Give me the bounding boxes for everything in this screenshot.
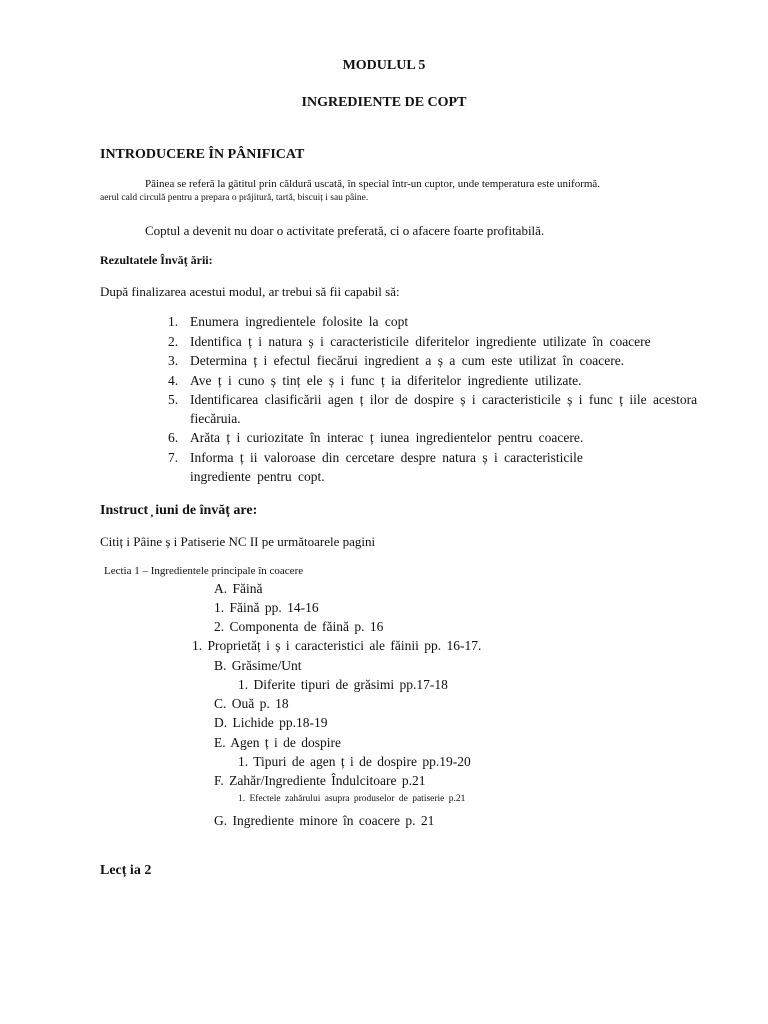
- intro-paragraph-2: Coptul a devenit nu doar o activitate preferată, ci o afacere foarte profitabilă.: [145, 223, 545, 238]
- lesson-item: 1. Diferite tipuri de grăsimi pp.17-18: [238, 677, 448, 692]
- outcome-item: [168, 430, 583, 446]
- intro-heading: INTRODUCERE ÎN PÂNIFICAT: [100, 147, 305, 162]
- lesson-item: 1. Făină pp. 14-16: [214, 600, 319, 615]
- outcome-text-continued: fiecăruia.: [190, 411, 241, 426]
- instructions-heading: Instruct ̦ iuni de învăț are:: [100, 503, 258, 518]
- outcome-text: Arăta ț i curiozitate în interac ț iunea ingredientelor pentru coacere.: [190, 430, 584, 445]
- instructions-read: Citiț i Pâine ș i Patiserie NC II pe următoarele pagini: [100, 534, 376, 549]
- module-number: MODULUL 5: [342, 58, 426, 73]
- intro-paragraph-line-2: aerul cald circulă pentru a prepara o prăjitură, tartă, biscuiț i sau pâine.: [100, 193, 369, 203]
- outcome-text: Informa ț ii valoroase din cercetare despre natura ș i caracteristicile: [190, 450, 583, 465]
- lesson-item: F. Zahăr/Ingrediente Îndulcitoare p.21: [214, 773, 426, 788]
- outcome-number: 3.: [168, 353, 179, 368]
- outcome-text-continued: ingrediente pentru copt.: [190, 469, 325, 484]
- lesson-2-heading: Lecț ia 2: [100, 863, 152, 878]
- outcome-number: 5.: [168, 392, 179, 407]
- outcome-text: Enumera ingredientele folosite la copt: [190, 314, 409, 329]
- intro-paragraph-line-1: Pâinea se referă la gătitul prin căldură uscată, în special într-un cuptor, unde temperatura este uniformă.: [145, 178, 601, 190]
- outcome-item: [168, 353, 624, 369]
- outcome-number: 7.: [168, 450, 179, 465]
- lesson-item: G. Ingrediente minore în coacere p. 21: [214, 813, 435, 828]
- lesson-1-title: Lectia 1 – Ingredientele principale în coacere: [104, 565, 304, 577]
- outcome-item: [168, 450, 583, 466]
- module-title: INGREDIENTE DE COPT: [301, 95, 467, 110]
- outcomes-lead: După finalizarea acestui modul, ar trebui să fii capabil să:: [100, 284, 400, 299]
- lesson-item: 1. Tipuri de agen ț i de dospire pp.19-20: [238, 754, 471, 769]
- lesson-item: B. Grăsime/Unt: [214, 658, 302, 673]
- outcome-text: Identifica ț i natura ș i caracteristicile diferitelor ingrediente utilizate în coacere: [190, 334, 651, 349]
- lesson-item: C. Ouă p. 18: [214, 696, 289, 711]
- lesson-item: A. Făină: [214, 581, 263, 596]
- lesson-item: 1. Proprietăț i ș i caracteristici ale făinii pp. 16-17.: [192, 638, 482, 653]
- outcome-text: Identificarea clasificării agen ț ilor de dospire ș i caracteristicile ș i func ț iile acestora: [190, 392, 698, 407]
- outcome-text: Determina ț i efectul fiecărui ingredient a ș a cum este utilizat în coacere.: [190, 353, 625, 368]
- outcome-item: [168, 334, 651, 350]
- outcome-number: 6.: [168, 430, 179, 445]
- lesson-item: D. Lichide pp.18-19: [214, 715, 328, 730]
- lesson-item: 1. Efectele zahărului asupra produselor de patiserie p.21: [238, 794, 466, 804]
- lesson-item: 2. Componenta de făină p. 16: [214, 619, 384, 634]
- outcome-number: 2.: [168, 334, 179, 349]
- outcome-number: 4.: [168, 373, 179, 388]
- outcome-number: 1.: [168, 314, 179, 329]
- outcome-item: [168, 392, 697, 408]
- outcome-item: [168, 314, 408, 330]
- lesson-item: E. Agen ț i de dospire: [214, 735, 341, 750]
- outcome-item: [168, 373, 582, 389]
- outcomes-heading: Rezultatele Învăț ării:: [100, 253, 213, 267]
- outcome-text: Ave ț i cuno ș tinț ele ș i func ț ia diferitelor ingrediente utilizate.: [190, 373, 582, 388]
